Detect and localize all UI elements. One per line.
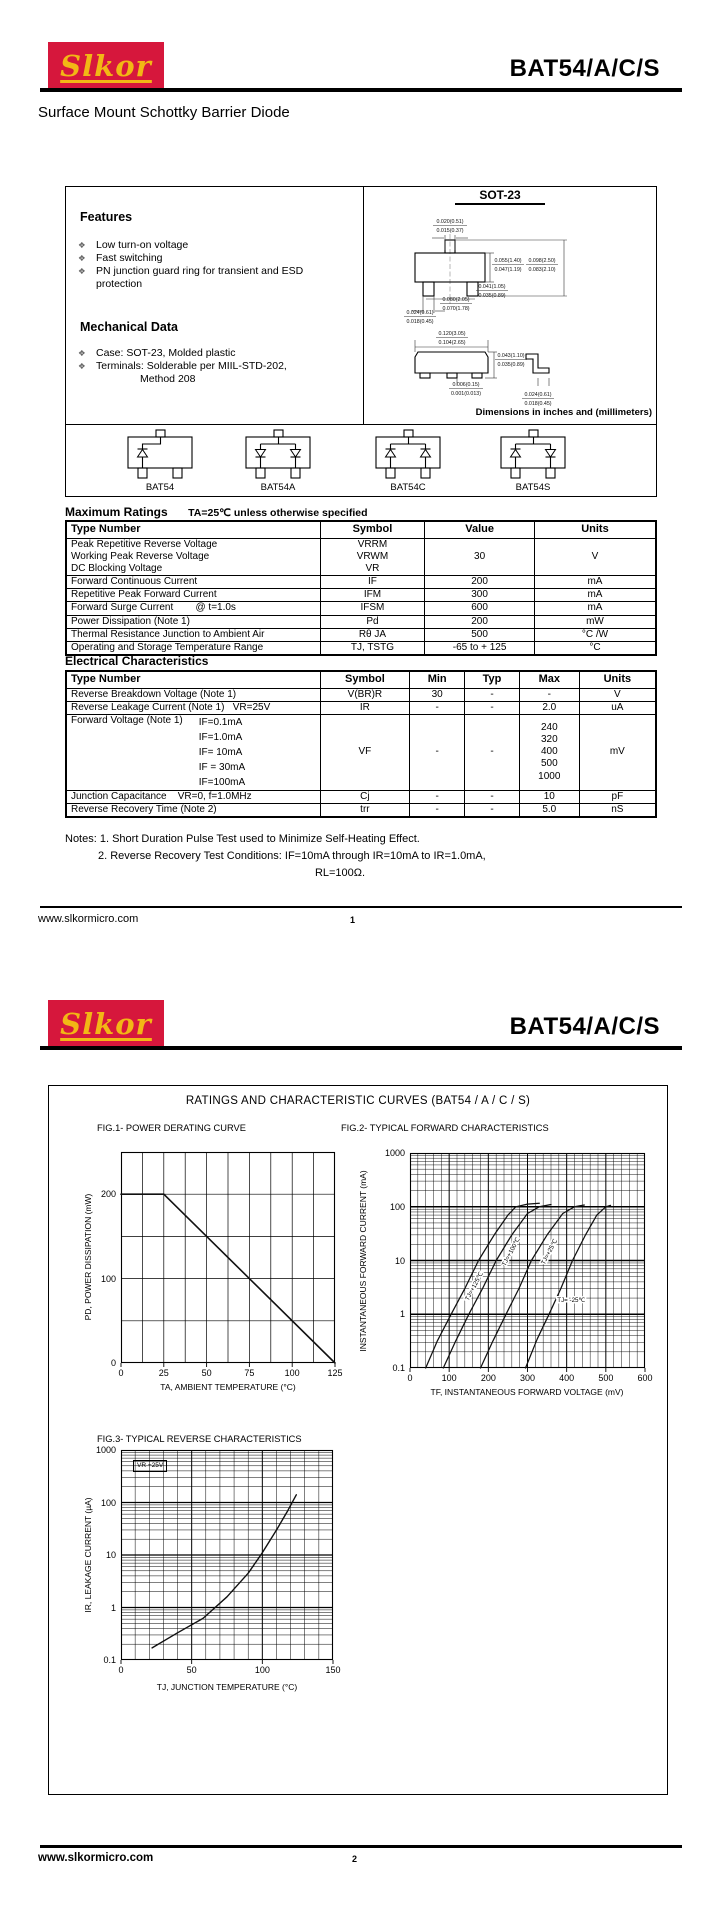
- curve-label: TJ=+125℃: [464, 1270, 485, 1302]
- x-tick-label: 150: [325, 1665, 341, 1675]
- notes-line-2: 2. Reverse Recovery Test Conditions: IF=10mA through IR=10mA to IR=1.0mA,: [98, 850, 486, 862]
- table-cell: trr: [320, 804, 410, 818]
- column-header: Value: [425, 521, 535, 538]
- x-tick-label: 600: [637, 1373, 653, 1383]
- x-tick-label: 300: [519, 1373, 536, 1383]
- table-cell: -: [410, 790, 465, 803]
- dim-label: 0.047(1.19): [494, 267, 522, 273]
- table-cell: -: [465, 688, 520, 701]
- mechanical-item-continuation: Method 208: [140, 373, 196, 385]
- table-cell: Repetitive Peak Forward Current: [66, 589, 320, 602]
- table-cell: 30: [425, 538, 535, 576]
- fig3-x-axis-label: TJ, JUNCTION TEMPERATURE (°C): [156, 1682, 298, 1692]
- series-tj--25-: [526, 1205, 611, 1368]
- y-tick-label: 1000: [95, 1445, 116, 1455]
- table-cell: Forward Surge Current @ t=1.0s: [66, 602, 320, 615]
- bat54c-circuit-symbol: [366, 429, 450, 482]
- y-tick-label: 10: [394, 1255, 405, 1266]
- table-row: [66, 576, 656, 589]
- x-tick-label: 500: [598, 1373, 614, 1383]
- page-number: 2: [352, 1854, 358, 1864]
- table-row: [66, 538, 656, 576]
- slkor-logo: [48, 1000, 164, 1048]
- table-cell: -65 to + 125: [425, 642, 535, 656]
- dim-label: 0.035(0.89): [478, 293, 506, 299]
- y-tick-label: 0: [110, 1358, 116, 1368]
- table-cell: Junction Capacitance VR=0, f=1.0MHz: [66, 790, 320, 803]
- table-row: [66, 790, 656, 803]
- variant-label: BAT54: [145, 482, 175, 493]
- table-cell: V: [579, 688, 656, 701]
- dim-label: 0.006(0.15): [452, 382, 480, 388]
- curves-section-title: RATINGS AND CHARACTERISTIC CURVES (BAT54 / A / C / S): [185, 1095, 531, 1107]
- table-cell: Pd: [320, 615, 425, 628]
- dim-label: 0.024(0.61): [524, 392, 552, 398]
- footer-url: www.slkormicro.com: [38, 1852, 154, 1864]
- column-header: Type Number: [66, 671, 320, 688]
- fig2-x-axis-label: TF, INSTANTANEOUS FORWARD VOLTAGE (mV): [430, 1387, 624, 1397]
- table-cell: Reverse Breakdown Voltage (Note 1): [66, 688, 320, 701]
- y-tick-label: 1000: [384, 1148, 405, 1158]
- dim-label: 0.120(3.05): [438, 331, 466, 337]
- table-cell: V(BR)R: [320, 688, 410, 701]
- table-row: [66, 714, 656, 790]
- table-cell: V: [534, 538, 656, 576]
- dim-label: 0.041(1.05): [478, 284, 506, 290]
- x-tick-label: 100: [284, 1368, 300, 1378]
- y-tick-label: 100: [100, 1273, 116, 1284]
- table-header-row: [66, 671, 656, 688]
- x-tick-label: 0: [407, 1373, 413, 1383]
- dim-label: 0.018(0.45): [406, 319, 434, 325]
- table-cell: -: [465, 701, 520, 714]
- y-tick-label: 200: [100, 1189, 116, 1200]
- table-cell: °C: [534, 642, 656, 656]
- table-cell: Thermal Resistance Junction to Ambient Air: [66, 628, 320, 641]
- fig3-legend: VR =25V: [133, 1460, 167, 1472]
- column-header: Min: [410, 671, 465, 688]
- curve-label: TJ=+25℃: [540, 1237, 560, 1266]
- table-cell: -: [410, 804, 465, 818]
- column-header: Symbol: [320, 671, 410, 688]
- x-tick-label: 100: [254, 1665, 270, 1675]
- table-cell: -: [465, 790, 520, 803]
- bat54-circuit-symbol: [118, 429, 202, 482]
- y-tick-label: 1: [399, 1309, 405, 1320]
- footer-rule: [40, 1845, 682, 1848]
- dim-label: 0.001(0.013): [450, 391, 482, 397]
- part-number-title: BAT54/A/C/S: [509, 1013, 660, 1040]
- table-cell: -: [410, 701, 465, 714]
- diamond-bullet-icon: ❖: [78, 361, 86, 371]
- mechanical-item: ❖ Case: SOT-23, Molded plastic: [72, 347, 348, 360]
- column-header: Max: [519, 671, 579, 688]
- variant-label: BAT54A: [260, 482, 296, 493]
- sot23-package-drawing: [368, 192, 655, 424]
- table-cell: VF: [320, 714, 410, 790]
- table-cell: mA: [534, 576, 656, 589]
- fig1-caption: FIG.1- POWER DERATING CURVE: [97, 1123, 246, 1133]
- table-cell: Forward Voltage (Note 1) IF=0.1mA IF=1.0mA IF= 10mA IF = 30mA IF=100mA: [66, 714, 320, 790]
- table-cell: uA: [579, 701, 656, 714]
- y-tick-label: 10: [105, 1550, 116, 1560]
- x-tick-label: 200: [480, 1373, 496, 1383]
- dim-label: 0.024(0.61): [406, 310, 434, 316]
- package-name: SOT-23: [455, 188, 545, 205]
- table-cell: TJ, TSTG: [320, 642, 425, 656]
- x-tick-label: 50: [201, 1368, 212, 1378]
- dim-label: 0.104(2.65): [438, 340, 466, 346]
- dim-label: 0.035(0.89): [497, 362, 525, 368]
- dim-label: 0.055(1.40): [494, 258, 522, 264]
- table-cell: Rθ JA: [320, 628, 425, 641]
- table-cell: IFSM: [320, 602, 425, 615]
- diamond-bullet-icon: ❖: [78, 253, 86, 263]
- table-cell: -: [410, 714, 465, 790]
- x-tick-label: 0: [118, 1665, 124, 1675]
- table-cell: -: [465, 714, 520, 790]
- slkor-logo: [48, 42, 164, 90]
- table-row: [66, 688, 656, 701]
- page-number: 1: [350, 915, 356, 925]
- table-cell: Peak Repetitive Reverse Voltage Working Peak Reverse Voltage DC Blocking Voltage: [66, 538, 320, 576]
- table-row: [66, 804, 656, 818]
- table-cell: 5.0: [519, 804, 579, 818]
- fig3-y-axis-label: IR, LEAKAGE CURRENT (µA): [83, 1497, 93, 1613]
- fig1-x-axis-label: TA, AMBIENT TEMPERATURE (°C): [160, 1382, 296, 1392]
- feature-item: ❖ Low turn-on voltage: [72, 239, 348, 252]
- page-subtitle: Surface Mount Schottky Barrier Diode: [38, 104, 290, 121]
- max-ratings-heading: [65, 503, 368, 521]
- max-ratings-condition: TA=25℃ unless otherwise specified: [188, 507, 368, 519]
- max-ratings-title: Maximum Ratings: [65, 505, 168, 519]
- y-tick-label: 0.1: [392, 1363, 405, 1373]
- part-number-title: BAT54/A/C/S: [509, 55, 660, 82]
- mechanical-heading: Mechanical Data: [80, 320, 178, 334]
- mechanical-item: ❖ Terminals: Solderable per MIIL-STD-202,: [72, 360, 348, 373]
- curve-label: TJ= -25℃: [557, 1296, 586, 1304]
- box-vertical-divider: [363, 186, 364, 424]
- x-tick-label: 400: [559, 1373, 575, 1383]
- table-cell: mA: [534, 589, 656, 602]
- fig3-plot: [121, 1450, 333, 1660]
- table-cell: nS: [579, 804, 656, 818]
- table-cell: VRRM VRWM VR: [320, 538, 425, 576]
- column-header: Units: [534, 521, 656, 538]
- table-cell: 240 320 400 500 1000: [519, 714, 579, 790]
- table-row: [66, 628, 656, 641]
- variant-label: BAT54C: [390, 482, 426, 493]
- diamond-bullet-icon: ❖: [78, 240, 86, 250]
- slkor-logo-text: Slkor: [60, 1007, 152, 1041]
- table-cell: IFM: [320, 589, 425, 602]
- y-tick-label: 1: [110, 1602, 116, 1613]
- table-cell: Power Dissipation (Note 1): [66, 615, 320, 628]
- dim-label: 0.098(2.50): [528, 258, 556, 264]
- dim-label: 0.070(1.78): [442, 306, 470, 312]
- dimensions-caption: Dimensions in inches and (millimeters): [475, 407, 652, 418]
- dim-label: 0.018(0.45): [524, 401, 552, 407]
- dim-label: 0.020(0.51): [436, 219, 464, 225]
- table-cell: 30: [410, 688, 465, 701]
- features-heading: Features: [80, 210, 133, 224]
- x-tick-label: 0: [118, 1368, 124, 1378]
- dim-label: 0.083(2.10): [528, 267, 556, 273]
- x-tick-label: 50: [186, 1665, 197, 1675]
- table-cell: 2.0: [519, 701, 579, 714]
- column-header: Symbol: [320, 521, 425, 538]
- x-tick-label: 100: [441, 1373, 457, 1383]
- y-tick-label: 100: [389, 1201, 405, 1212]
- fig2-plot: [410, 1153, 645, 1368]
- x-tick-label: 125: [327, 1368, 343, 1378]
- table-cell: 500: [425, 628, 535, 641]
- fig2-y-axis-label: INSTANTANEOUS FORWARD CURRENT (mA): [358, 1170, 368, 1352]
- table-row: [66, 589, 656, 602]
- table-cell: IR: [320, 701, 410, 714]
- table-cell: 200: [425, 615, 535, 628]
- dim-label: 0.015(0.37): [436, 228, 464, 234]
- x-tick-label: 75: [244, 1368, 255, 1378]
- electrical-heading: Electrical Characteristics: [65, 654, 209, 668]
- column-header: Typ: [465, 671, 520, 688]
- fig1-plot: [121, 1152, 335, 1363]
- footer-url: www.slkormicro.com: [38, 913, 139, 925]
- table-row: [66, 615, 656, 628]
- table-cell: -: [465, 804, 520, 818]
- dim-label: 0.080(2.05): [442, 297, 470, 303]
- fig1-y-axis-label: PD, POWER DISSIPATION (mW): [83, 1193, 93, 1321]
- diamond-bullet-icon: ❖: [78, 266, 86, 276]
- feature-item: ❖ PN junction guard ring for transient and ESD protection: [72, 265, 336, 290]
- bat54a-circuit-symbol: [236, 429, 320, 482]
- column-header: Units: [579, 671, 656, 688]
- table-cell: mW: [534, 615, 656, 628]
- table-cell: Cj: [320, 790, 410, 803]
- table-cell: IF: [320, 576, 425, 589]
- x-tick-label: 25: [158, 1368, 169, 1378]
- table-cell: mV: [579, 714, 656, 790]
- bat54s-circuit-symbol: [491, 429, 575, 482]
- table-cell: pF: [579, 790, 656, 803]
- diamond-bullet-icon: ❖: [78, 348, 86, 358]
- table-cell: Operating and Storage Temperature Range: [66, 642, 320, 656]
- electrical-characteristics-table: [65, 670, 657, 818]
- table-cell: 200: [425, 576, 535, 589]
- box-horizontal-divider: [65, 424, 657, 425]
- variant-label: BAT54S: [515, 482, 551, 493]
- table-cell: 10: [519, 790, 579, 803]
- table-cell: Reverse Recovery Time (Note 2): [66, 804, 320, 818]
- header-rule: [40, 88, 682, 92]
- table-cell: Forward Continuous Current: [66, 576, 320, 589]
- maximum-ratings-table: [65, 520, 657, 656]
- column-header: Type Number: [66, 521, 320, 538]
- table-cell: mA: [534, 602, 656, 615]
- table-cell: Reverse Leakage Current (Note 1) VR=25V: [66, 701, 320, 714]
- fig3-caption: FIG.3- TYPICAL REVERSE CHARACTERISTICS: [97, 1434, 302, 1444]
- table-cell: -: [519, 688, 579, 701]
- y-tick-label: 100: [100, 1497, 116, 1508]
- slkor-logo-text: Slkor: [60, 49, 152, 83]
- header-rule: [40, 1046, 682, 1050]
- feature-item: ❖ Fast switching: [72, 252, 348, 265]
- table-row: [66, 602, 656, 615]
- footer-rule: [40, 906, 682, 908]
- table-cell: °C /W: [534, 628, 656, 641]
- dim-label: 0.043(1.10): [497, 353, 525, 359]
- curve-label: TJ=+100℃: [500, 1236, 522, 1268]
- table-cell: 300: [425, 589, 535, 602]
- notes-line-3: RL=100Ω.: [314, 867, 366, 879]
- table-cell: 600: [425, 602, 535, 615]
- table-row: [66, 701, 656, 714]
- y-tick-label: 0.1: [103, 1655, 116, 1665]
- notes-line-1: Notes: 1. Short Duration Pulse Test used to Minimize Self-Heating Effect.: [65, 833, 420, 845]
- series-ir: [152, 1495, 296, 1648]
- table-header-row: [66, 521, 656, 538]
- fig2-caption: FIG.2- TYPICAL FORWARD CHARACTERISTICS: [341, 1123, 549, 1133]
